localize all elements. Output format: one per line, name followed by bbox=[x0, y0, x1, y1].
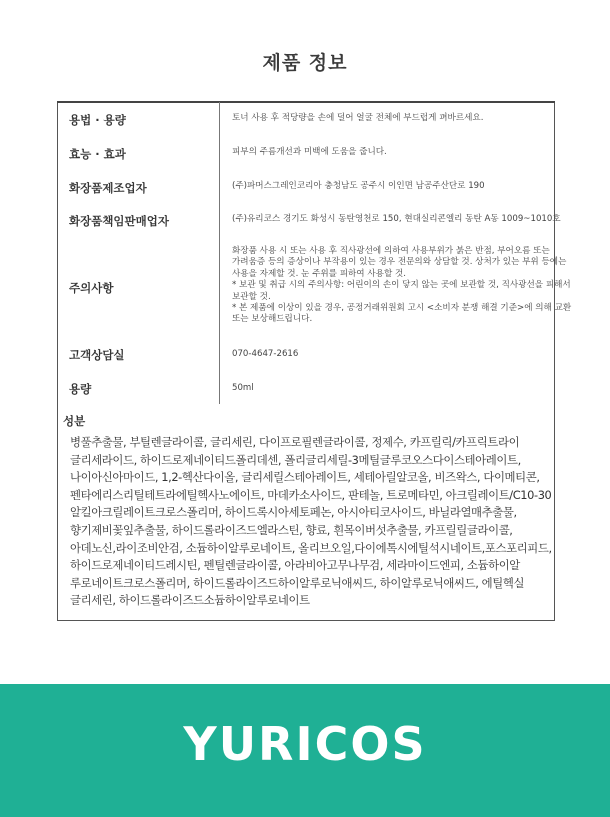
caution-line: 보관할 것. bbox=[232, 291, 271, 302]
ingredients-line: 글리세라이드, 하이드로제네이티드폴리데센, 폴리글리세릴-3메틸글루코오스다이스테아레이트, bbox=[70, 452, 521, 467]
customer-service-label: 고객상담실 bbox=[69, 348, 125, 362]
ingredients-line: 글리세린, 하이드롤라이즈드소듐하이알루로네이트 bbox=[70, 593, 310, 608]
ingredients-line: 아데노신,라이조비안검, 소듐하이알루로네이트, 올리브오일,다이에톡시에틸석시네이트,포스포리피드, bbox=[70, 540, 552, 555]
ingredients-line: 향기제비꽃잎추출물, 하이드롤라이즈드엘라스틴, 향료, 흰목이버섯추출물, 카프릴릴글라이콜, bbox=[70, 522, 513, 537]
caution-line: * 본 제품에 이상이 있을 경우, 공정거래위원회 고시 <소비자 분쟁 해결 기준>에 의해 교환 bbox=[232, 303, 572, 314]
caution-line: 화장품 사용 시 또는 사용 후 직사광선에 의하여 사용부위가 붉은 반점, 부어오름 또는 bbox=[232, 246, 550, 256]
ingredients-line: 병풀추출물, 부틸렌글라이콜, 글리세린, 다이프로필렌글라이콜, 정제수, 카프릴릭/카프릭트라이 bbox=[70, 435, 520, 449]
seller-value: (주)유리코스 경기도 화성시 동탄영천로 150, 현대실리콘엘리 동탄 A동 1009~1010호 bbox=[232, 214, 561, 224]
effect-value: 피부의 주름개선과 미백에 도움을 줍니다. bbox=[232, 147, 387, 157]
ingredients-line: 하이드로제네이티드레시틴, 펜틸렌글라이콜, 아라비아고무나무검, 세라마이드엔피, 소듐하이알 bbox=[70, 558, 520, 573]
ingredients-label: 성분 bbox=[63, 414, 86, 428]
caution-line: 가려움증 등의 증상이나 부작용이 있는 경우 전문의와 상담할 것. 상처가 있는 부위 등에는 bbox=[232, 257, 567, 268]
volume-value: 50ml bbox=[232, 383, 254, 393]
ingredients-line: 나이아신아마이드, 1,2-헥산다이올, 글리세릴스테아레이트, 세테아릴알코올, 비즈왁스, 다이메티콘, bbox=[70, 470, 540, 485]
caution-line: 또는 보상해드립니다. bbox=[232, 314, 313, 325]
volume-label: 용량 bbox=[69, 382, 92, 396]
usage-label: 용법 · 용량 bbox=[69, 113, 126, 127]
brand-logo: YURICOS bbox=[183, 717, 427, 771]
caution-label: 주의사항 bbox=[69, 281, 114, 295]
ingredients-line: 펜타에리스리틸테트라에틸헥사노에이트, 마데카소사이드, 판테놀, 트로메타민, 아크릴레이트/C10-30 bbox=[70, 487, 552, 502]
caution-value bbox=[232, 246, 571, 326]
ingredients-text bbox=[70, 434, 550, 610]
usage-value: 토너 사용 후 적당량을 손에 덜어 얼굴 전체에 부드럽게 펴바르세요. bbox=[232, 113, 484, 123]
manufacturer-label: 화장품제조업자 bbox=[69, 181, 147, 195]
ingredients-line: 루로네이트크로스폴리머, 하이드롤라이즈드하이알루로닉애씨드, 하이알루로닉애씨드, 에틸헥실 bbox=[70, 575, 525, 590]
effect-label: 효능 · 효과 bbox=[69, 147, 126, 161]
seller-label: 화장품책임판매업자 bbox=[69, 214, 169, 228]
table-column-divider bbox=[219, 102, 220, 404]
table-top-rule bbox=[57, 101, 555, 103]
ingredients-line: 알킬아크릴레이트크로스폴리머, 하이드록시아세토페논, 아시아티코사이드, 바닐라열매추출물, bbox=[70, 505, 517, 520]
customer-service-value: 070-4647-2616 bbox=[232, 349, 299, 359]
manufacturer-value: (주)파머스그레인코리아 충청남도 공주시 이인면 남공주산단로 190 bbox=[232, 181, 485, 191]
caution-line: * 보관 및 취급 시의 주의사항: 어린이의 손이 닿지 않는 곳에 보관할 것, 직사광선을 피해서 bbox=[232, 280, 571, 291]
page-title: 제품 정보 bbox=[262, 52, 348, 74]
caution-line: 사용을 자제할 것. 눈 주위를 피하여 사용할 것. bbox=[232, 268, 407, 279]
